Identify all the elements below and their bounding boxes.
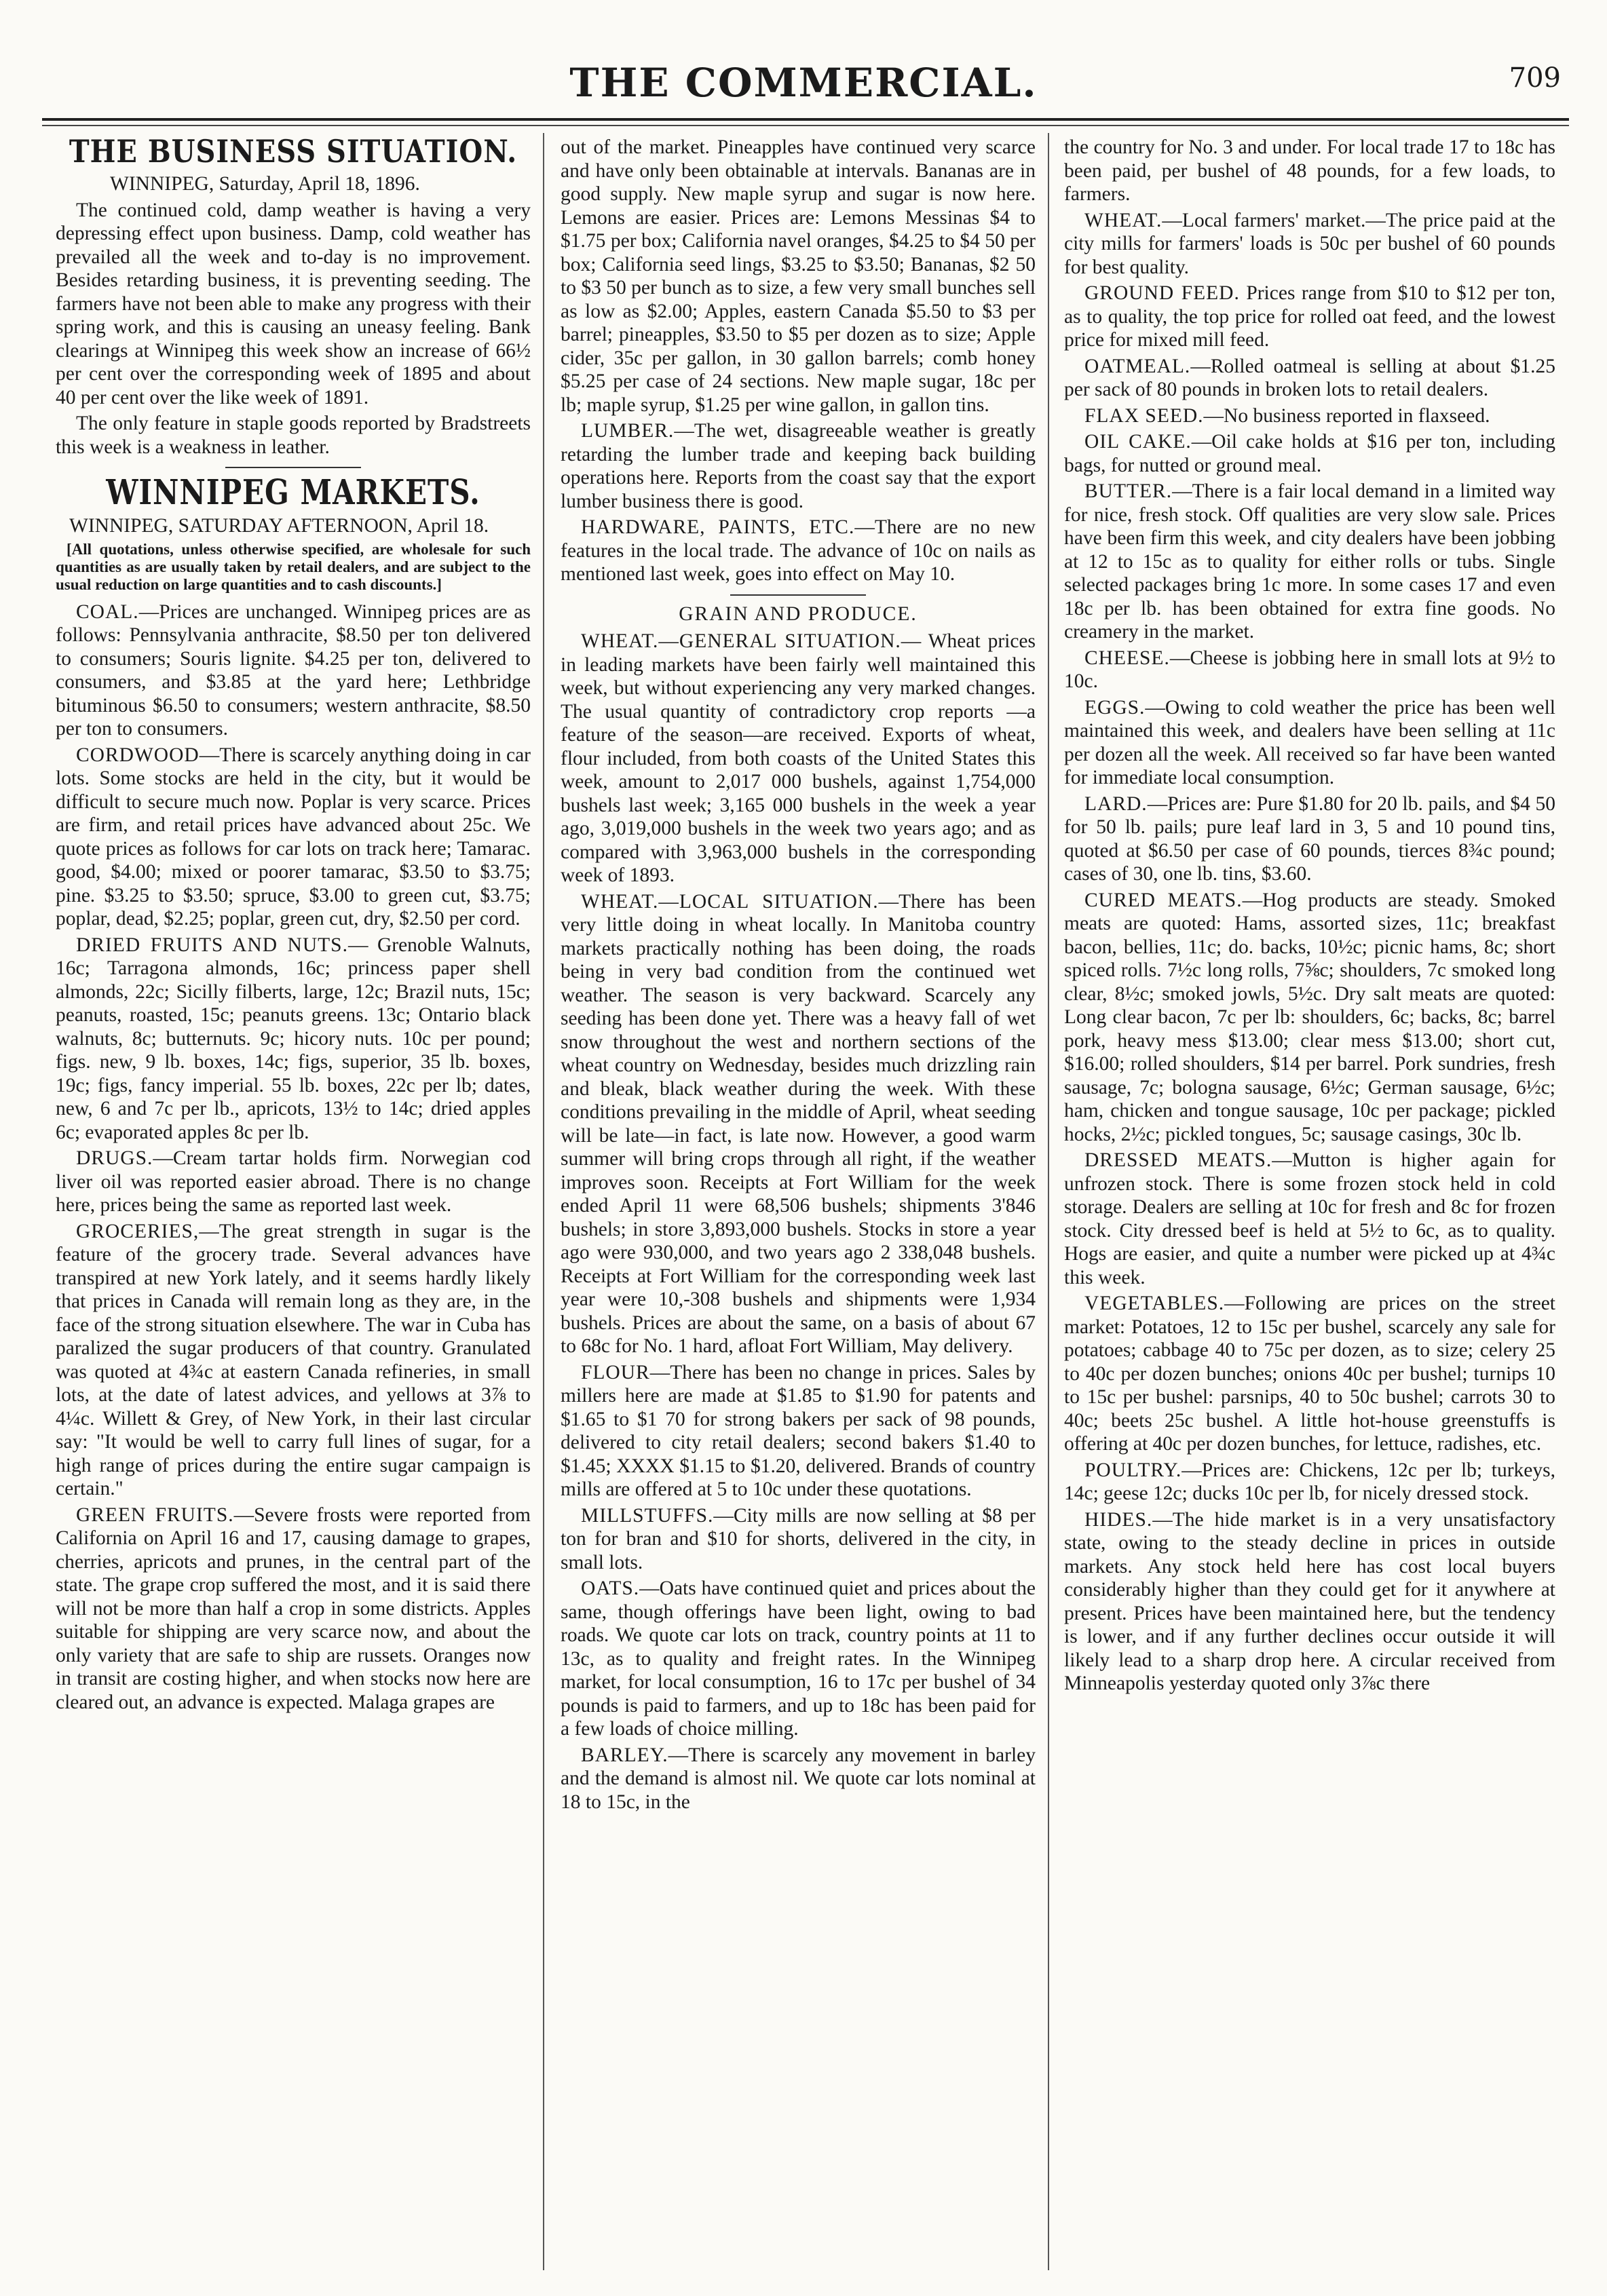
lard-text: —Prices are: Pure $1.80 for 20 lb. pails, and $4 50 for 50 lb. pails; pure leaf lard in 3, 5 and 10 pound tins, quoted at $6.50 per case of 60 pounds, tierces 8¾c pound; cases of 30, one lb. tins, $3.60.: [1064, 792, 1555, 885]
vegetables-label: VEGETABLES.: [1084, 1293, 1225, 1314]
column-3: [1064, 136, 1555, 1698]
lumber-paragraph: [561, 419, 1036, 513]
flax-seed-paragraph: [1064, 404, 1555, 428]
grain-produce-subhead: GRAIN AND PRODUCE.: [679, 602, 918, 625]
poultry-label: POULTRY.: [1084, 1459, 1182, 1481]
coal-label: COAL.: [76, 600, 139, 623]
flour-label: FLOUR: [581, 1361, 650, 1383]
masthead-rule: [42, 118, 1569, 126]
oatmeal-text: —Rolled oatmeal is selling at about $1.25 per sack of 80 pounds in broken lots to retail dealers.: [1064, 355, 1555, 400]
groceries-label: GROCERIES,: [76, 1220, 200, 1242]
butter-label: BUTTER.: [1084, 480, 1173, 502]
groceries-text: —The great strength in sugar is the feature of the grocery trade. Several advances have transpired at new York lately, and it seems hardly likely that prices in Canada will remain long as they are, in the face of the strong situation elsewhere. The war in Cuba has paralized the sugar producers of that country. Granulated was quoted at 4¾c at eastern Canada refineries, in small lots, at the date of latest advices, and yellows at 3⅞ to 4¼c. Willett & Grey, of New York, in their last circular say: "It would be well to carry full lines of sugar, for a high range of prices during the entire sugar campaign is certain.": [56, 1220, 531, 1499]
millstuffs-label: MILLSTUFFS.: [581, 1504, 714, 1527]
green-fruits-paragraph: [56, 1504, 531, 1715]
lard-paragraph: [1064, 792, 1555, 886]
section-rule: [730, 594, 866, 596]
ground-feed-paragraph: [1064, 282, 1555, 352]
cheese-label: CHEESE.: [1084, 647, 1170, 669]
dressed-meats-paragraph: [1064, 1149, 1555, 1289]
barley-label: BARLEY.: [581, 1744, 668, 1766]
vegetables-text: —Following are prices on the street market: Potatoes, 12 to 15c per bushel, scarcely any sale for potatoes; cabbage 40 to 75c per dozen, as to size; celery 25 to 40c per dozen bunches; onions 40c per bushel; turnips 10 to 15c per bushel: parsnips, 40 to 50c bushel; carrots 30 to 40c; beets 25c bushel. A little hot-house greenstuffs is offering at 40c per dozen bunches, for lettuce, radishes, etc.: [1064, 1293, 1555, 1455]
masthead-title: THE COMMERCIAL.: [569, 60, 1038, 106]
barley-paragraph: [561, 1744, 1036, 1814]
ground-feed-text: Prices range from $10 to $12 per ton, as to quality, the top price for rolled oat feed, and the lowest price for mixed mill feed.: [1064, 282, 1555, 351]
oil-cake-label: OIL CAKE.: [1084, 431, 1192, 453]
hides-paragraph: [1064, 1508, 1555, 1696]
oil-cake-paragraph: [1064, 430, 1555, 477]
masthead: [0, 0, 1607, 142]
oats-text: —Oats have continued quiet and prices about the same, though offerings have been light, owing to bad roads. We quote car lots on track, country points at 11 to 13c, as to quality and freight rates. In the Winnipeg market, for local consumption, 16 to 17c per bushel of 34 pounds is paid to farmers, and up to 18c has been paid for a few loads of choice milling.: [561, 1577, 1036, 1740]
oil-cake-text: —Oil cake holds at $16 per ton, including bags, for nutted or ground meal.: [1064, 431, 1555, 476]
hides-label: HIDES.: [1084, 1508, 1153, 1531]
cured-meats-paragraph: [1064, 889, 1555, 1147]
vegetables-paragraph: [1064, 1292, 1555, 1456]
ground-feed-label: GROUND FEED.: [1084, 282, 1240, 304]
poultry-paragraph: [1064, 1459, 1555, 1506]
dressed-meats-label: DRESSED MEATS.: [1084, 1149, 1272, 1171]
eggs-text: —Owing to cold weather the price has been well maintained this week, and dealers have been selling at 11c per dozen all the week. All received so far have been wanted for immediate local consumption.: [1064, 696, 1555, 788]
lumber-text: —The wet, disagreeable weather is greatly retarding the lumber trade and keeping back building operations here. Reports from the coast say that the export lumber business there is good.: [561, 420, 1036, 512]
oatmeal-label: OATMEAL.: [1084, 355, 1191, 377]
eggs-label: EGGS.: [1084, 696, 1146, 719]
hardware-label: HARDWARE, PAINTS, ETC.: [581, 516, 855, 538]
green-fruits-continued: out of the market. Pineapples have continued very scarce and have only been obtainable at intervals. Bananas are in good supply. New maple syrup and sugar is now here. Lemons are easier. Prices are: Lemons Messinas $4 to $1.75 per box; California navel oranges, $4.25 to $4 50 per box; California seed lings, $3.25 to $3.50; Bananas, $2 50 to $3 50 per bunch as to size, a few very small bunches sell as low as $2.00; Apples, eastern Canada $5.50 to $3 per barrel; pineapples, $3.50 to $5 per dozen as to size; Apple cider, 35c per gallon, in 30 gallon barrels; comb honey $5.25 per case of 24 sections. New maple sugar, 18c per lb; maple syrup, $1.25 per wine gallon, in gallon tins.: [561, 136, 1036, 416]
cured-meats-label: CURED MEATS.: [1084, 889, 1243, 911]
flax-seed-label: FLAX SEED.: [1084, 404, 1204, 427]
dressed-meats-text: —Mutton is higher again for unfrozen stock. There is some frozen stock held in cold storage. Dealers are selling at 10c for fresh and 8c for frozen stock. City dressed beef is held at 5½ to 6c, as to quality. Hogs are easier, and quite a number were picked up at 4¾c this week.: [1064, 1149, 1555, 1288]
flour-paragraph: [561, 1361, 1036, 1501]
lumber-label: LUMBER.: [581, 420, 675, 442]
wheat-farmers-label: WHEAT.: [1084, 209, 1162, 231]
butter-text: —There is a fair local demand in a limited way for nice, fresh stock. Off qualities are very slow sale. Prices have been firm this week, and city dealers have been jobbing at 12 to 15c as to quality for either rolls or tubs. Single selected packages bring 1c more. In some cases 17 and even 18c per lb. has been obtained for extra fine goods. No creamery in the market.: [1064, 480, 1555, 643]
butter-paragraph: [1064, 480, 1555, 644]
flax-seed-text: —No business reported in flaxseed.: [1203, 404, 1490, 427]
column-2: [561, 136, 1036, 1816]
column-1: [56, 133, 531, 1717]
poultry-text: —Prices are: Chickens, 12c per lb; turkeys, 14c; geese 12c; ducks 10c per lb, for nicely dressed stock.: [1064, 1459, 1555, 1504]
column-divider-1: [543, 133, 544, 2270]
winnipeg-markets-heading: WINNIPEG MARKETS.: [106, 472, 480, 512]
dried-fruits-text: — Grenoble Walnuts, 16c; Tarragona almonds, 16c; princess paper shell almonds, 22c; Sicilly filberts, large, 12c; Brazil nuts, 15c; peanuts, roasted, 15c; peanuts greens. 13c; Ontario black walnuts, 8c; butternuts. 9c; hicory nuts. 10c per pound; figs. new, 9 lb. boxes, 14c; figs, superior, 35 lb. boxes, 19c; figs, fancy imperial. 55 lb. boxes, 22c per lb; dates, new, 6 and 7c per lb., apricots, 13½ to 14c; dried apples 6c; evaporated apples 8c per lb.: [56, 934, 531, 1143]
hides-text: —The hide market is in a very unsatisfactory state, owing to the steady decline in prices in outside markets. Any stock held here has cost local buyers considerably higher than they could get for it anywhere at present. Prices have been maintained here, but the tendency is lower, and if any further declines occur outside it will likely lead to a sharp drop here. A circular received from Minneapolis yesterday quoted only 3⅞c there: [1064, 1508, 1555, 1694]
millstuffs-paragraph: [561, 1504, 1036, 1575]
dried-fruits-label: DRIED FRUITS AND NUTS.: [76, 934, 348, 956]
markets-dateline: WINNIPEG, SATURDAY AFTERNOON, April 18.: [69, 515, 489, 537]
business-dateline: WINNIPEG, Saturday, April 18, 1896.: [110, 173, 420, 195]
drugs-paragraph: [56, 1147, 531, 1217]
column-divider-2: [1048, 133, 1049, 2270]
drugs-label: DRUGS.: [76, 1147, 153, 1169]
green-fruits-text: —Severe frosts were reported from California on April 16 and 17, causing damage to grapes, cherries, apricots and prunes, in the central part of the state. The grape crop suffered the most, and it is said there will not be more than half a crop in some districts. Apples suitable for shipping are very scarce now, and about the only variety that are safe to ship are russets. Oranges now in transit are costing higher, and when stocks now here are cleared out, an advance is expected. Malaga grapes are: [56, 1504, 531, 1713]
cheese-paragraph: [1064, 647, 1555, 693]
cordwood-text: —There is scarcely anything doing in car lots. Some stocks are held in the city, but it would be difficult to secure much now. Poplar is very scarce. Prices are firm, and retail prices have advanced about 25c. We quote prices as follows for car lots on track here; Tamarac. good, $4.00; mixed or poorer tamarac, $3.50 to $3.75; pine. $3.25 to $3.50; spruce, $3.00 to green cut, $3.75; poplar, dead, $2.25; poplar, green cut, dry, $2.50 per cord.: [56, 744, 531, 930]
oats-paragraph: [561, 1577, 1036, 1741]
coal-paragraph: [56, 600, 531, 741]
barley-continued: the country for No. 3 and under. For local trade 17 to 18c has been paid, per bushel of 48 pounds, for a few loads, to farmers.: [1064, 136, 1555, 205]
hardware-paragraph: [561, 516, 1036, 586]
lard-label: LARD.: [1084, 792, 1148, 815]
millstuffs-text: —City mills are now selling at $8 per ton for bran and $10 for shorts, delivered in the city, in small lots.: [561, 1504, 1036, 1573]
business-situation-heading: THE BUSINESS SITUATION.: [69, 133, 518, 170]
green-fruits-label: GREEN FRUITS.: [76, 1504, 234, 1526]
wheat-farmers-text: —Local farmers' market.—The price paid at the city mills for farmers' loads is 50c per bushel of 60 pounds for best quality.: [1064, 209, 1555, 278]
wheat-general-label: WHEAT.—GENERAL SITUATION.: [581, 630, 901, 652]
wheat-local-text: —There has been very little doing in wheat locally. In Manitoba country markets practically nothing has been doing, the roads being in very bad condition from the continued wet weather. The season is very backward. Scarcely any seeding has been done yet. There was a heavy fall of wet snow throughout the west and northern sections of the wheat country on Wednesday, besides much drizzling rain and bleak, black weather during the week. With these conditions prevailing in the middle of April, wheat seeding will be late—in fact, is late now. However, a good warm summer will bring crops through all right, if the weather improves soon. Receipts at Fort William for the week ended April 11 were 68,506 bushels; shipments 3'846 bushels; in store 3,893,000 bushels. Stocks in store a year ago were 930,000, and two years ago 2 338,048 bushels. Receipts at Fort William for the corresponding week last year were 10,-308 bushels and shipments were 1,934 bushels. Prices are about the same, on a basis of about 67 to 68c for No. 1 hard, afloat Fort William, May delivery.: [561, 890, 1036, 1357]
wheat-general-text: — Wheat prices in leading markets have been fairly well maintained this week, but without experiencing any very marked changes. The usual quantity of contradictory crop reports —a feature of the season—are received. Exports of wheat, flour included, from both coasts of the United States this week, amount to 2,017 000 bushels, against 1,754,000 bushels last week; 3,165 000 bushels in the week a year ago, 3,019,000 bushels in the week two years ago; and as compared with 3,963,000 bushels in the corresponding week of 1893.: [561, 630, 1036, 886]
wheat-local-label: WHEAT.—LOCAL SITUATION.: [581, 890, 879, 913]
barley-text: —There is scarcely any movement in barley and the demand is almost nil. We quote car lots nominal at 18 to 15c, in the: [561, 1744, 1036, 1813]
page-number: 709: [1509, 62, 1561, 94]
markets-note: [All quotations, unless otherwise specified, are wholesale for such quantities as are usually taken by retail dealers, and are subject to the usual reduction on large quantities and to cash discounts.]: [56, 540, 531, 593]
business-paragraph-1: The continued cold, damp weather is having a very depressing effect upon business. Damp, cold weather has prevailed all the week and to-day is no improvement. Besides retarding business, it is preventing seeding. The farmers have not been able to make any progress with their spring work, and this is causing an uneasy feeling. Bank clearings at Winnipeg this week show an increase of 66½ per cent over the corresponding week of 1895 and about 40 per cent over the like week of 1891.: [56, 199, 531, 408]
coal-text: —Prices are unchanged. Winnipeg prices are as follows: Pennsylvania anthracite, $8.50 per ton delivered to consumers; Souris lignite. $4.25 per ton, delivered to consumers, and $3.85 at the yard here; Lethbridge bituminous $6.50 to consumers; western anthracite, $8.50 per ton to consumers.: [56, 600, 531, 740]
oats-label: OATS.: [581, 1577, 640, 1599]
eggs-paragraph: [1064, 696, 1555, 790]
section-rule: [225, 467, 361, 468]
groceries-paragraph: [56, 1220, 531, 1501]
oatmeal-paragraph: [1064, 355, 1555, 402]
cheese-text: —Cheese is jobbing here in small lots at 9½ to 10c.: [1064, 647, 1555, 692]
hardware-text: —There are no new features in the local trade. The advance of 10c on nails as mentioned last week, goes into effect on May 10.: [561, 516, 1036, 585]
wheat-local-paragraph: [561, 890, 1036, 1358]
wheat-general-paragraph: [561, 630, 1036, 887]
cordwood-label: CORDWOOD: [76, 744, 200, 766]
cordwood-paragraph: [56, 744, 531, 931]
dried-fruits-paragraph: [56, 934, 531, 1145]
cured-meats-text: —Hog products are steady. Smoked meats are quoted: Hams, assorted sizes, 11c; breakfast bacon, bellies, 11c; do. backs, 10½c; picnic hams, 8c; short spiced rolls. 7½c long rolls, 7⅝c; shoulders, 7c smoked long clear, 8½c; smoked jowls, 5½c. Dry salt meats are quoted: Long clear bacon, 7c per lb: shoulders, 6c; backs, 8c; barrel pork, heavy mess $13.00; clear mess $13.00; short cut, $16.00; rolled shoulders, $14 per barrel. Pork sundries, fresh sausage, 7c; bologna sausage, 6½c; German sausage, 6½c; ham, chicken and tongue sausage, 10c per package; pickled hocks, 2½c; pickled tongues, 5c; sausage casings, 30c lb.: [1064, 889, 1555, 1145]
wheat-farmers-paragraph: [1064, 209, 1555, 280]
flour-text: —There has been no change in prices. Sales by millers here are made at $1.85 to $1.90 for patents and $1.65 to $1 70 for strong bakers per sack of 98 pounds, delivered to city retail dealers; second bakers $1.40 to $1.45; XXXX $1.15 to $1.20, delivered. Brands of country mills are offered at 5 to 10c under these quotations.: [561, 1361, 1036, 1500]
drugs-text: —Cream tartar holds firm. Norwegian cod liver oil was reported easier abroad. There is no change here, prices being the same as reported last week.: [56, 1147, 531, 1216]
business-paragraph-2: The only feature in staple goods reported by Bradstreets this week is a weakness in leather.: [56, 413, 531, 458]
